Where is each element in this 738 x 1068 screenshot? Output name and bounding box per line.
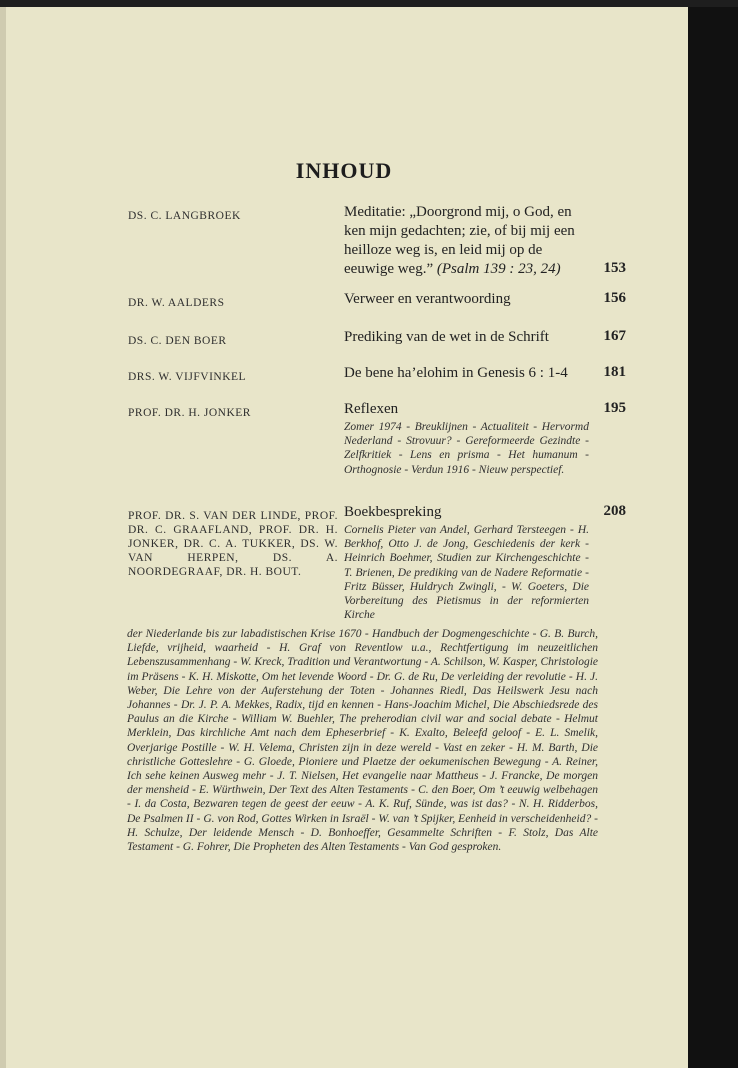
entry-page-number: 153 [603,260,626,276]
entry-boekbespreking [344,503,589,622]
entry-title [344,203,589,279]
entry-title-text: Meditatie: „Doorgrond mij, o God, en ken mijn gedachten; zie, of bij mij een heilloze weg is, en leid mij op de eeuwige weg.” [344,204,575,277]
books-list-continued: der Niederlande bis zur labadistischen Krise 1670 - Handbuch der Dogmengeschichte - G. B. Burch, Liefde, vrijheid, waarheid - H. Graf von Reventlow u.a., Rechtfertigung im neuzeitlichen Lebenszusammenhang - W. Kreck, Tradition und Verantwortung - A. Schilson, W. Kasper, Christologie im Präsens - K. H. Miskotte, Om het levende Woord - Dr. G. de Ru, De verleiding der revolutie - H. J. Weber, Die Lehre von der Auferstehung der Toten - Johannes Riedl, Das Heilswerk Jesu nach Johannes - Dr. J. P. A. Mekkes, Radix, tijd en kennen - Hans-Joachim Michel, Die Abschiedsrede des Paulus an die Kirche - William W. Buehler, The preherodian civil war and social debate - Helmut Merklein, Das kirchliche Amt nach dem Epheserbrief - K. Exalto, Beleefd geloof - E. L. Smelik, Overjarige Postille - W. H. Velema, Christen zijn in deze wereld - Vast en zeker - H. M. Barth, Die christliche Gotteslehre - G. Gloede, Pioniere und Plaetze der oekumenischen Bewegung - A. Reiner, Ich sehe keinen Ausweg mehr - J. T. Nielsen, Het evangelie naar Mattheus - J. Francke, De morgen der mensheid - E. Würthwein, Der Text des Alten Testaments - C. den Boer, Om ’t eeuwig welbehagen - I. da Costa, Bezwaren tegen de geest der eeuw - A. K. Ruf, Sünde, was ist das? - N. H. Ridderbos, De Psalmen II - G. von Rod, Gottes Wirken in Israël - W. van ’t Spijker, Eenheid in verscheidenheid? - H. Schulze, Der leidende Mensch - D. Bonhoeffer, Gesammelte Schriften - F. Stolz, Das Alte Testament - G. Fohrer, Die Propheten des Alten Testaments - Van God gesproken. [127,628,598,854]
scripture-reference: (Psalm 139 : 23, 24) [436,261,561,277]
entry-meditatie [344,203,589,279]
entry-title: Verweer en verantwoording [344,291,511,307]
entry-author: DS. C. DEN BOER [128,335,227,347]
entry-page-number: 167 [603,328,626,344]
entry-page-number: 208 [603,503,626,519]
entry-title: De bene ha’elohim in Genesis 6 : 1-4 [344,365,568,381]
entry-verweer [344,290,589,309]
entry-author: PROF. DR. H. JONKER [128,407,251,419]
entry-prediking [344,328,589,347]
entry-page-number: 156 [603,290,626,306]
entry-page-number: 181 [603,364,626,380]
entry-subtopics: Zomer 1974 - Breuklijnen - Actualiteit - Hervormd Nederland - Strovuur? - Gereformeerde Gezindte - Zelfkritiek - Lens en prisma - Het humanum - Orthognosie - Verdun 1916 - Nieuw perspectief. [344,421,589,476]
page-title: INHOUD [295,158,393,183]
entry-title: Boekbespreking [344,504,442,520]
scan-border-right [688,0,738,1068]
entry-page-number: 195 [603,400,626,416]
entry-books-list: Cornelis Pieter van Andel, Gerhard Tersteegen - H. Berkhof, Otto J. de Jong, Geschiedenis der kerk - Heinrich Boehmer, Studien zur Kirchengeschichte - T. Brienen, De prediking van de Nadere Reformatie - Fritz Büsser, Huldrych Zwingli, - W. Goeters, Die Vorbereitung des Pietismus in der reformierten Kirche [344,524,589,622]
entry-author: DR. W. AALDERS [128,297,225,309]
entry-author: DS. C. LANGBROEK [128,210,241,222]
entry-title: Reflexen [344,401,399,417]
entry-title: Prediking van de wet in de Schrift [344,329,549,345]
entry-reflexen [344,400,589,477]
scan-border-top [0,0,738,7]
entry-author: DRS. W. VIJFVINKEL [128,371,247,383]
entry-authors-list: PROF. DR. S. VAN DER LINDE, PROF. DR. C. GRAAFLAND, PROF. DR. H. JONKER, DR. C. A. TUKKER, DS. W. VAN HERPEN, DS. A. NOORDEGRAAF, DR. H. BOUT. [128,510,338,578]
entry-bene-haelohim [344,364,589,383]
